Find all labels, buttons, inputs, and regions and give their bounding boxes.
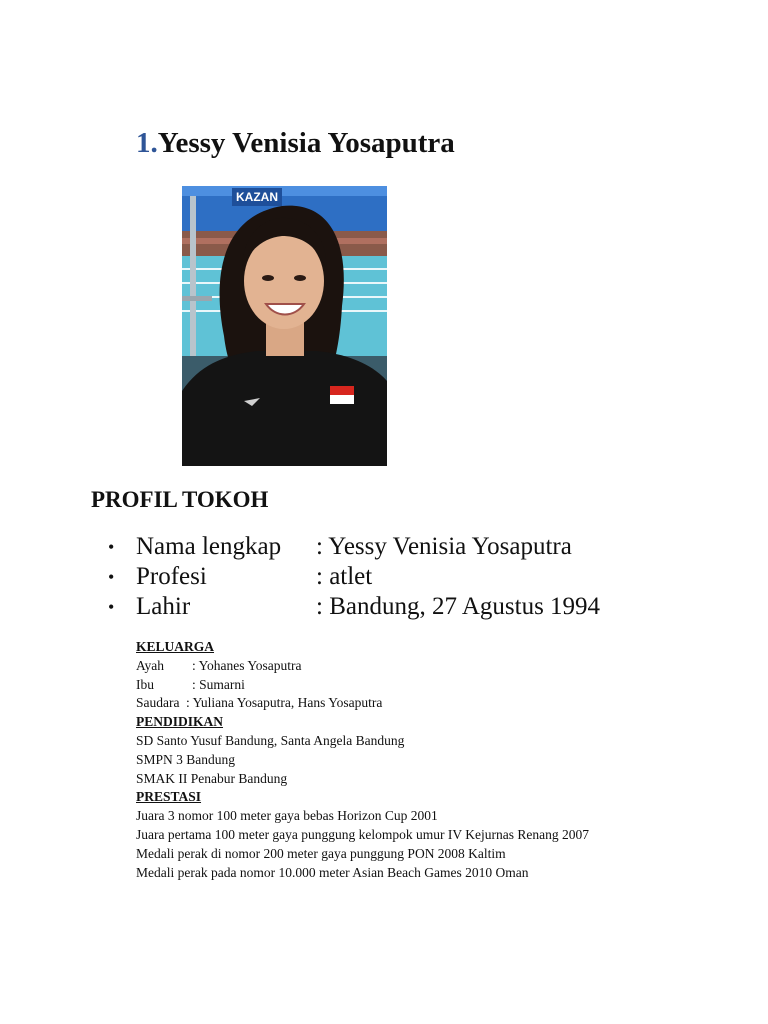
bullet-icon: • <box>108 537 115 557</box>
family-row-saudara <box>136 694 589 713</box>
pendidikan-heading: PENDIDIKAN <box>136 714 224 730</box>
profile-label: Nama lengkap <box>136 533 282 560</box>
keluarga-heading: KELUARGA <box>136 639 215 654</box>
family-label: Saudara <box>136 695 180 711</box>
heading-number: 1. <box>136 127 158 159</box>
bullet-icon: • <box>108 597 115 617</box>
achievement-line: Juara pertama 100 meter gaya punggung kelompok umur IV Kejurnas Renang 2007 <box>136 826 590 842</box>
banner-text: KAZAN <box>236 190 278 204</box>
profile-value: : atlet <box>316 563 373 590</box>
family-label: Ibu <box>136 676 154 692</box>
achievement-line: Juara 3 nomor 100 meter gaya bebas Horizon Cup 2001 <box>136 808 438 824</box>
family-row-ibu <box>136 676 589 695</box>
profile-section-title: PROFIL TOKOH <box>91 487 269 512</box>
bullet-icon: • <box>108 567 115 587</box>
heading-name: Yessy Venisia Yosaputra <box>157 127 455 159</box>
achievement-line: Medali perak pada nomor 10.000 meter Asian Beach Games 2010 Oman <box>136 864 529 880</box>
profile-value: : Bandung, 27 Agustus 1994 <box>316 593 601 620</box>
athlete-photo <box>182 186 387 466</box>
achievement-line: Medali perak di nomor 200 meter gaya punggung PON 2008 Kaltim <box>136 845 506 861</box>
profile-label: Lahir <box>136 593 191 620</box>
details-block <box>136 638 589 882</box>
page-title <box>136 124 455 162</box>
family-value: : Sumarni <box>192 676 245 692</box>
family-label: Ayah <box>136 657 165 673</box>
family-row-ayah <box>136 657 589 676</box>
profile-label: Profesi <box>136 563 207 590</box>
education-line: SD Santo Yusuf Bandung, Santa Angela Bandung <box>136 732 405 748</box>
education-line: SMAK II Penabur Bandung <box>136 770 288 786</box>
profile-value: : Yessy Venisia Yosaputra <box>316 533 572 560</box>
family-value: : Yohanes Yosaputra <box>192 657 302 673</box>
family-value: : Yuliana Yosaputra, Hans Yosaputra <box>186 695 383 711</box>
prestasi-heading: PRESTASI <box>136 789 202 805</box>
education-line: SMPN 3 Bandung <box>136 751 236 767</box>
